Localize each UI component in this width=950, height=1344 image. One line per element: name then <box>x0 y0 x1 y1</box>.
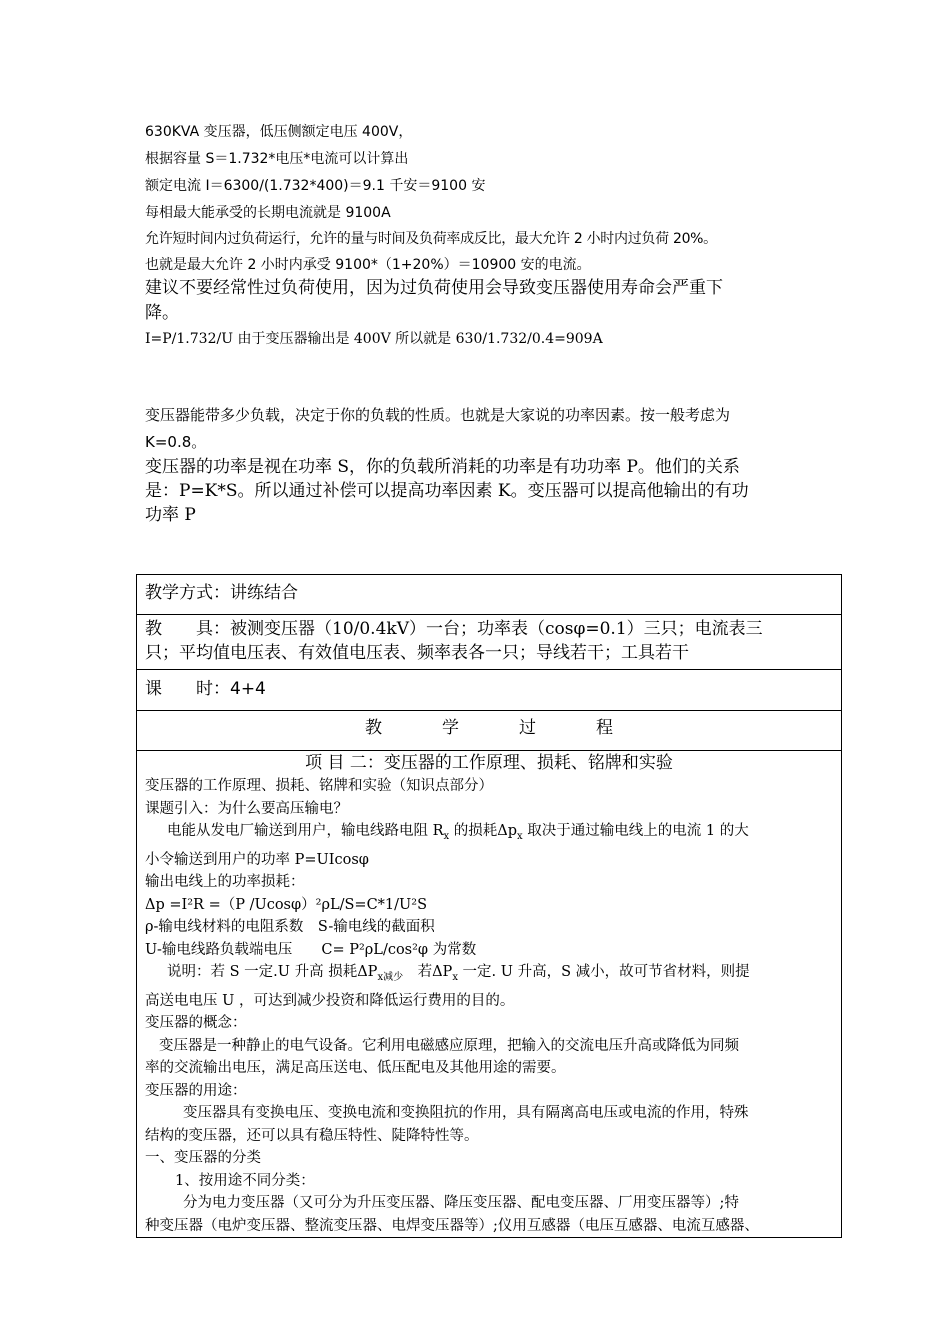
content-line: 高送电电压 U ，可达到减少投资和降低运行费用的目的。 <box>145 992 515 1009</box>
content-line: ρ-输电线材料的电阻系数 S-输电线的截面积 <box>145 919 435 935</box>
text-line: 根据容量 S＝1.732*电压*电流可以计算出 <box>145 151 409 167</box>
text-line: K=0.8。 <box>145 433 207 451</box>
content-line: 变压器具有变换电压、变换电流和变换阻抗的作用，具有隔离高电压或电流的作用，特殊 <box>183 1105 749 1121</box>
teaching-tools-line: 只；平均值电压表、有效值电压表、频率表各一只；导线若干；工具若干 <box>145 643 689 663</box>
text-line: 是：P=K*S。所以通过补偿可以提高功率因素 K。变压器可以提高他输出的有功 <box>145 481 749 501</box>
class-hours-cell <box>137 670 842 711</box>
process-content-cell <box>137 751 842 1238</box>
content-line: 种变压器（电炉变压器、整流变压器、电焊变压器等）;仪用互感器（电压互感器、电流互感器、 <box>145 1217 759 1234</box>
teaching-tools-cell <box>137 615 842 670</box>
content-line: 说明：若 S 一定.U 升高 损耗$\Delta P_{x减少}$ 若$\Delta P_x$ 一定. U 升高，S 减小，故可节省材料，则提 <box>167 964 750 983</box>
content-line: 小令输送到用户的功率 P=UIcosφ <box>145 851 369 868</box>
lesson-plan-table <box>136 574 842 1238</box>
teaching-tools-line: 教 具：被测变压器（10/0.4kV）一台；功率表（cosφ=0.1）三只；电流表三 <box>145 619 763 639</box>
content-line: 变压器的用途： <box>145 1082 247 1099</box>
content-line: 电能从发电厂输送到用户，输电线路电阻 $R_x$ 的损耗$\Delta p_x$ 取决于通过输电线上的电流 1 的大 <box>167 823 749 842</box>
project-title: 项 目 二：变压器的工作原理、损耗、铭牌和实验 <box>305 753 673 773</box>
content-line: U-输电线路负载端电压 C= P²ρL/cos²φ 为常数 <box>145 941 477 958</box>
text-line: 变压器能带多少负载，决定于你的负载的性质。也就是大家说的功率因素。按一般考虑为 <box>145 406 731 424</box>
content-line: 分为电力变压器（又可分为升压变压器、降压变压器、配电变压器、厂用变压器等）;特 <box>183 1195 739 1211</box>
text-line: 允许短时间内过负荷运行，允许的量与时间及负荷率成反比，最大允许 2 小时内过负荷 20%。 <box>145 231 717 247</box>
class-hours: 课 时：4+4 <box>145 679 266 699</box>
teaching-method: 教学方式：讲练结合 <box>145 583 298 603</box>
text-line: 额定电流 I＝6300/(1.732*400)＝9.1 千安＝9100 安 <box>145 178 486 194</box>
text-line: 每相最大能承受的长期电流就是 9100A <box>145 205 391 221</box>
text-line: 建议不要经常性过负荷使用，因为过负荷使用会导致变压器使用寿命会严重下 <box>145 278 723 298</box>
teaching-method-cell <box>137 575 842 615</box>
text-line: I=P/1.732/U 由于变压器输出是 400V 所以就是 630/1.732/0.4=909A <box>145 331 603 347</box>
content-line: 率的交流输出电压，满足高压送电、低压配电及其他用途的需要。 <box>145 1060 566 1076</box>
section-heading: 一、变压器的分类 <box>145 1150 261 1166</box>
content-line: 变压器的工作原理、损耗、铭牌和实验（知识点部分） <box>145 778 493 794</box>
formula-line: Δp =I²R =（P /Ucosφ）²ρL/S=C*1/U²S <box>145 896 427 913</box>
content-line: 课题引入：为什么要高压输电？ <box>145 800 348 817</box>
content-line: 1、按用途不同分类： <box>175 1172 315 1189</box>
content-line: 变压器是一种静止的电气设备。它利用电磁感应原理，把输入的交流电压升高或降低为同频 <box>159 1037 739 1054</box>
content-line: 输出电线上的功率损耗： <box>145 874 305 890</box>
text-line: 变压器的功率是视在功率 S，你的负载所消耗的功率是有功功率 P。他们的关系 <box>145 457 740 477</box>
text-line: 降。 <box>145 303 179 323</box>
text-line: 也就是最大允许 2 小时内承受 9100*（1+20%）＝10900 安的电流。 <box>145 257 591 273</box>
process-heading: 教学过程 <box>365 718 673 738</box>
process-header-cell <box>137 711 842 751</box>
text-line: 功率 P <box>145 505 196 525</box>
content-line: 结构的变压器，还可以具有稳压特性、陡降特性等。 <box>145 1127 479 1144</box>
text-line: 630KVA 变压器，低压侧额定电压 400V， <box>145 124 413 140</box>
content-line: 变压器的概念： <box>145 1015 247 1031</box>
